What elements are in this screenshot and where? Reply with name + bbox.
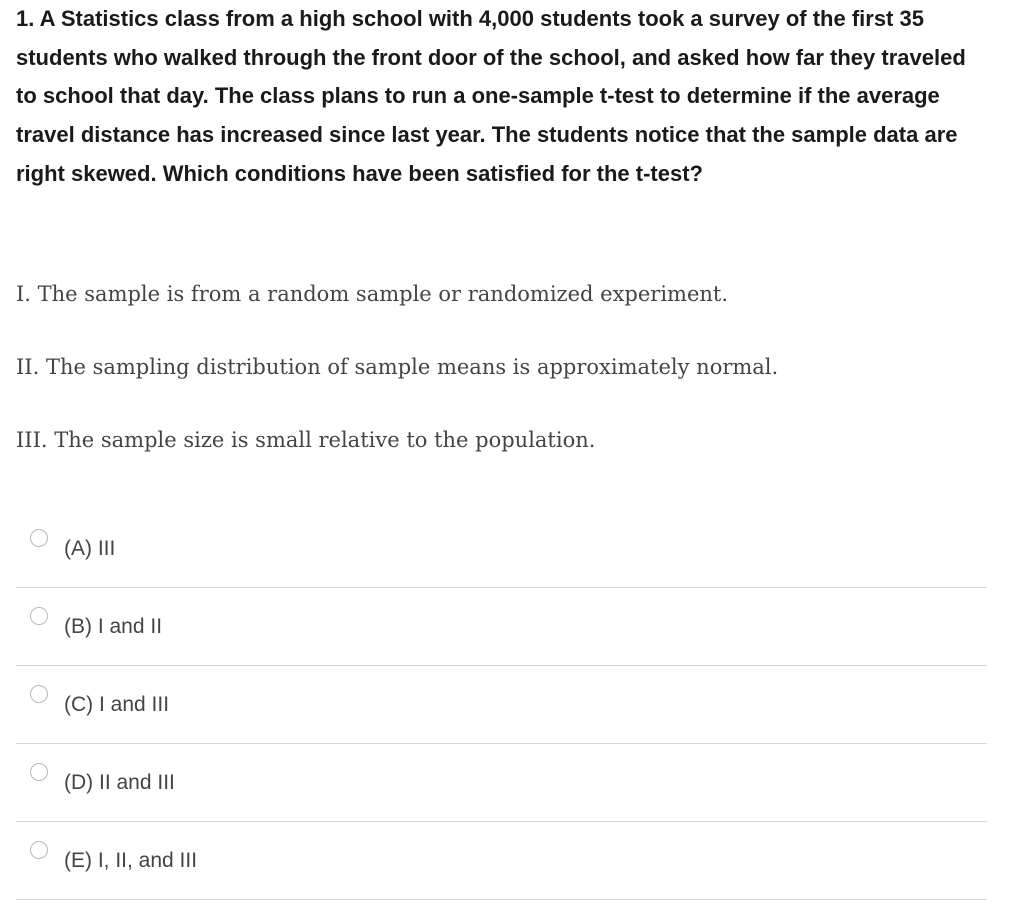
statement-iii: III. The sample size is small relative to the population. <box>16 428 596 452</box>
choice-label[interactable]: (A) III <box>64 537 116 560</box>
choice-e[interactable] <box>16 822 987 900</box>
choice-c[interactable] <box>16 666 987 744</box>
choice-label[interactable]: (B) I and II <box>64 615 163 638</box>
radio-button-icon[interactable] <box>30 607 48 625</box>
answer-choices <box>16 510 987 900</box>
radio-button-icon[interactable] <box>30 685 48 703</box>
choice-label[interactable]: (E) I, II, and III <box>64 849 198 872</box>
statement-ii: II. The sampling distribution of sample means is approximately normal. <box>16 355 779 379</box>
choice-d[interactable] <box>16 744 987 822</box>
radio-button-icon[interactable] <box>30 763 48 781</box>
choice-b[interactable] <box>16 588 987 666</box>
choice-a[interactable] <box>16 510 987 588</box>
choice-label[interactable]: (D) II and III <box>64 771 175 794</box>
statement-i: I. The sample is from a random sample or randomized experiment. <box>16 282 729 306</box>
radio-button-icon[interactable] <box>30 529 48 547</box>
radio-button-icon[interactable] <box>30 841 48 859</box>
choice-label[interactable]: (C) I and III <box>64 693 170 716</box>
question-text: 1. A Statistics class from a high school with 4,000 students took a survey of the first 35 students who walked through the front door of the school, and asked how far they traveled to school that day. The class plans to run a one-sample t-test to determine if the average travel distance has increased since last year. The students notice that the sample data are right skewed. Which conditions have been satisfied for the t-test? <box>16 6 966 186</box>
